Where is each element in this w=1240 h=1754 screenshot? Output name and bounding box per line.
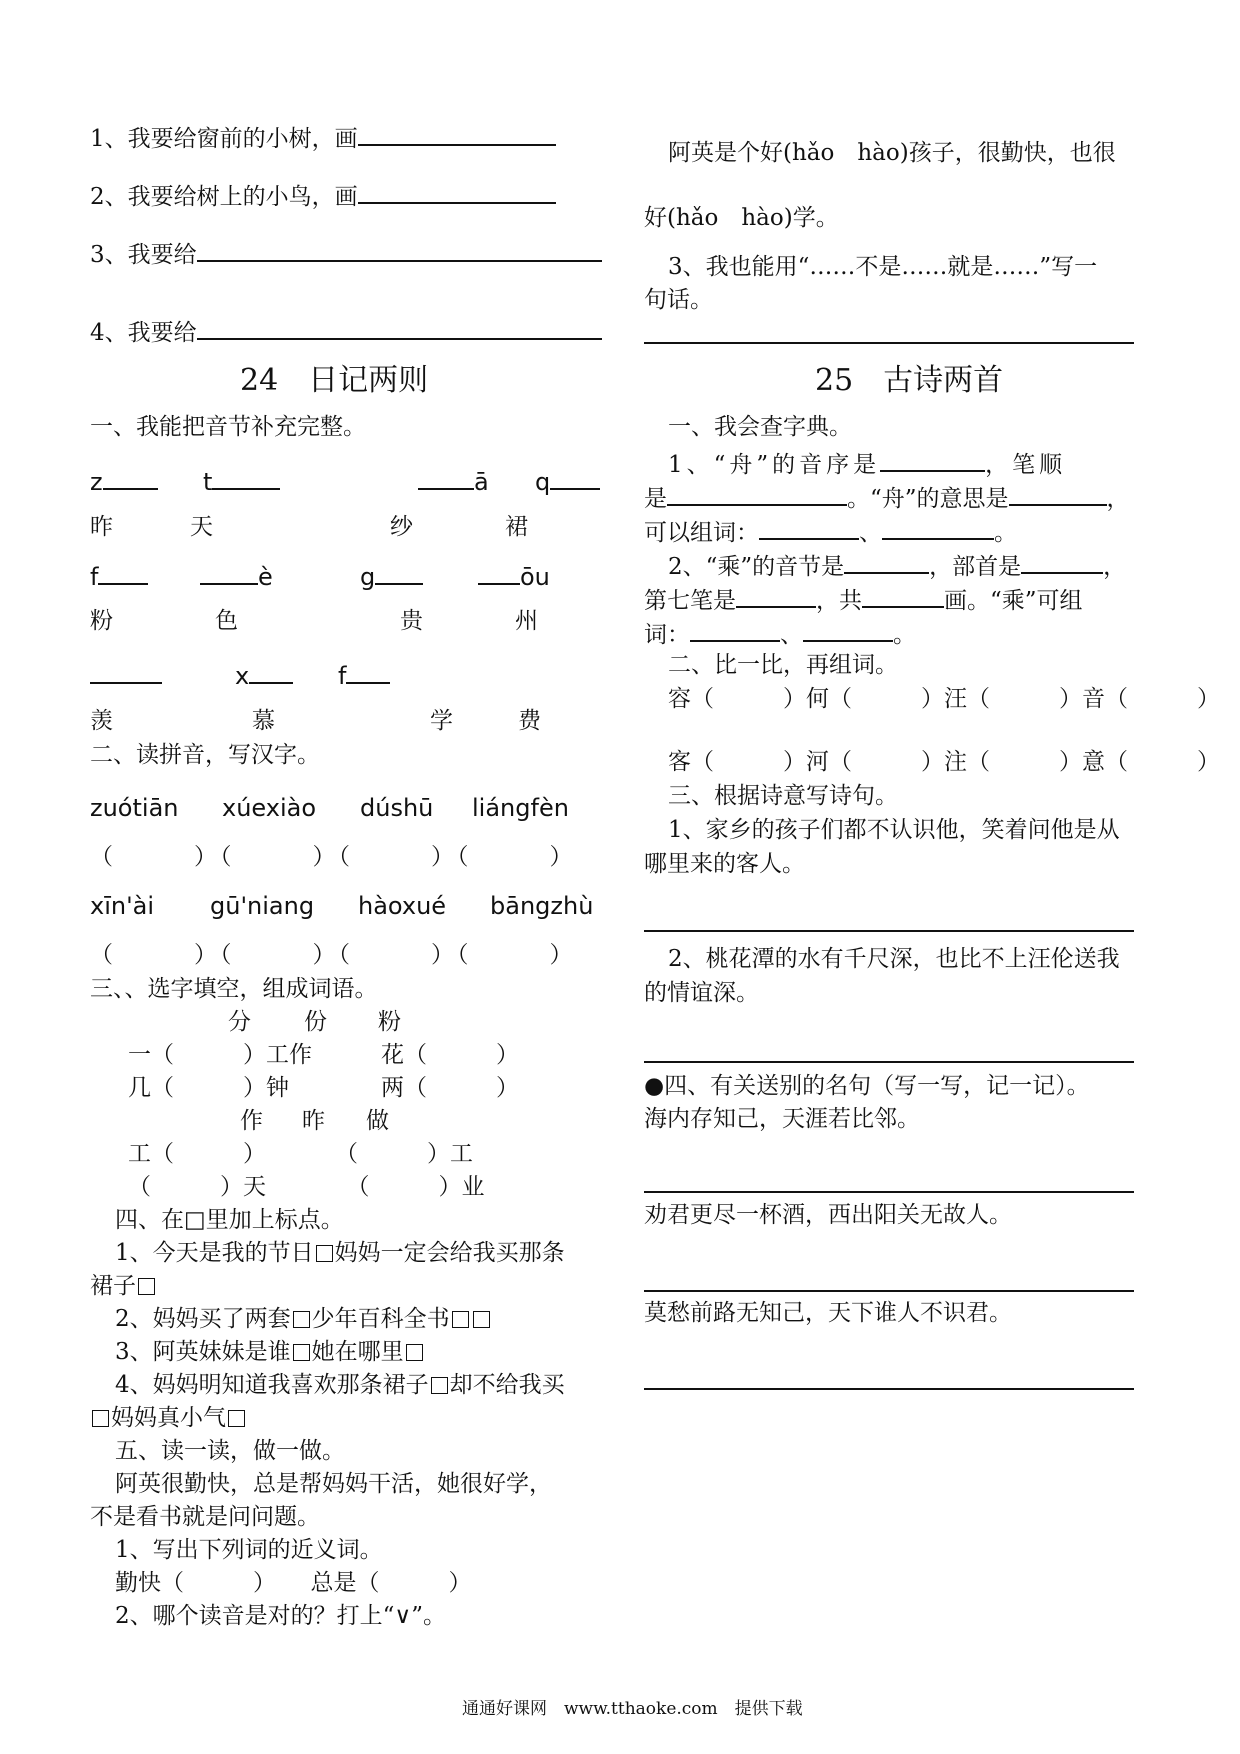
section-1-heading: 一、我能把音节补充完整。 bbox=[90, 414, 366, 440]
punct-box[interactable] bbox=[293, 1344, 310, 1361]
pinyin-blank: f bbox=[338, 662, 390, 688]
dict-line-5: 第七笔是 ，共 画。“乘”可组 bbox=[644, 588, 1083, 614]
punct-item-4: 4、妈妈明知道我喜欢那条裙子 却不给我买 bbox=[115, 1372, 565, 1398]
pinyin-blank: è bbox=[200, 563, 273, 589]
question-3-cont: 句话。 bbox=[644, 287, 713, 313]
punct-box[interactable] bbox=[316, 1245, 333, 1262]
answer-line[interactable] bbox=[644, 1290, 1134, 1292]
punct-item-2: 2、妈妈买了两套 少年百科全书 bbox=[115, 1308, 492, 1331]
lesson-24-title: 24 日记两则 bbox=[240, 363, 429, 398]
dict-line-6: 词： 、 。 bbox=[644, 622, 916, 648]
answer-blank[interactable] bbox=[197, 318, 602, 340]
punct-item-1: 1、今天是我的节日 妈妈一定会给我买那条 bbox=[115, 1240, 565, 1266]
punct-item-1-cont: 裙子 bbox=[90, 1275, 157, 1298]
hanzi: 粉 bbox=[90, 608, 113, 634]
punct-box[interactable] bbox=[293, 1311, 310, 1328]
fill-line[interactable]: （ ）天 （ ）业 bbox=[128, 1174, 485, 1200]
section-2-heading: 二、比一比，再组词。 bbox=[668, 652, 898, 678]
top-item-4 bbox=[90, 318, 602, 345]
reading-passage-cont: 不是看书就是问问题。 bbox=[90, 1504, 320, 1530]
hanzi: 费 bbox=[518, 708, 541, 734]
poem-q1: 1、家乡的孩子们都不认识他，笑着问他是从 bbox=[668, 817, 1120, 843]
punct-box[interactable] bbox=[473, 1311, 490, 1328]
punct-box[interactable] bbox=[406, 1344, 423, 1361]
top-item-3 bbox=[90, 240, 602, 267]
dict-line-1: 1、“舟”的音序是 ，笔顺 bbox=[668, 452, 1067, 478]
item-text: 1、我要给窗前的小树，画 bbox=[90, 126, 358, 152]
choice-char: 粉 bbox=[378, 1009, 401, 1035]
answer-line[interactable] bbox=[644, 342, 1134, 344]
hanzi: 裙 bbox=[505, 514, 528, 540]
choice-char: 份 bbox=[304, 1009, 327, 1035]
fill-line[interactable]: 工（ ） （ ）工 bbox=[128, 1141, 473, 1167]
answer-line[interactable] bbox=[644, 1388, 1134, 1390]
pinyin-blank: x bbox=[235, 662, 293, 688]
question-3: 3、我也能用“……不是……就是……”写一 bbox=[668, 254, 1098, 280]
pinyin-blank: ā bbox=[418, 468, 489, 494]
choice-char: 作 bbox=[240, 1108, 263, 1134]
punct-item-3: 3、阿英妹妹是谁 她在哪里 bbox=[115, 1341, 425, 1364]
answer-blank[interactable] bbox=[358, 124, 556, 146]
section-4-heading: 四、在□里加上标点。 bbox=[115, 1207, 344, 1233]
section-4-heading: ●四、有关送别的名句（写一写，记一记）。 bbox=[644, 1073, 1090, 1099]
compare-line-2[interactable]: 客（ ）河（ ）注（ ）意（ ） bbox=[668, 749, 1220, 775]
section-2-heading: 二、读拼音，写汉字。 bbox=[90, 742, 320, 768]
hanzi: 纱 bbox=[390, 514, 413, 540]
section-3-heading: 三、、选字填空，组成词语。 bbox=[90, 976, 378, 1002]
top-item-2 bbox=[90, 182, 556, 209]
answer-line[interactable] bbox=[644, 1191, 1134, 1193]
pinyin-blank: f bbox=[90, 563, 148, 589]
fill-line[interactable]: 一（ ）工作 花（ ） bbox=[128, 1042, 519, 1068]
pinyin-word: zuótiān bbox=[90, 794, 179, 822]
hanzi: 天 bbox=[190, 514, 213, 540]
pinyin-word: bāngzhù bbox=[490, 892, 594, 920]
section-3-heading: 三、根据诗意写诗句。 bbox=[668, 783, 898, 809]
reading-passage: 阿英很勤快，总是帮妈妈干活，她很好学， bbox=[115, 1471, 552, 1497]
page-footer: 通通好课网 www.tthaoke.com 提供下载 bbox=[462, 1699, 803, 1719]
lesson-25-title: 25 古诗两首 bbox=[815, 363, 1004, 398]
pinyin-blank: g bbox=[360, 563, 423, 589]
farewell-line-1: 海内存知己，天涯若比邻。 bbox=[644, 1106, 920, 1132]
pinyin-blank: t bbox=[203, 468, 280, 494]
answer-line[interactable] bbox=[644, 930, 1134, 932]
punct-box[interactable] bbox=[452, 1311, 469, 1328]
answer-blank[interactable] bbox=[358, 182, 556, 204]
punct-box[interactable] bbox=[431, 1377, 448, 1394]
pinyin-word: xīn'ài bbox=[90, 892, 155, 920]
pinyin-word: dúshū bbox=[360, 794, 434, 822]
pinyin-blank bbox=[90, 662, 162, 688]
answer-parens[interactable]: （ ）（ ）（ ）（ ） bbox=[90, 942, 576, 968]
pinyin-word: hàoxué bbox=[358, 892, 447, 920]
question-1: 1、写出下列词的近义词。 bbox=[115, 1537, 383, 1563]
question-2: 2、哪个读音是对的？打上“∨”。 bbox=[115, 1603, 446, 1629]
section-1-heading: 一、我会查字典。 bbox=[668, 414, 852, 440]
pinyin-word: liángfèn bbox=[472, 794, 569, 822]
answer-line[interactable] bbox=[644, 1061, 1134, 1063]
choice-char: 分 bbox=[228, 1009, 251, 1035]
compare-line-1[interactable]: 容（ ）何（ ）汪（ ）音（ ） bbox=[668, 686, 1220, 712]
poem-q2-cont: 的情谊深。 bbox=[644, 980, 759, 1006]
hanzi: 色 bbox=[215, 608, 238, 634]
answer-blank[interactable] bbox=[197, 240, 602, 262]
choice-char: 做 bbox=[366, 1108, 389, 1134]
pinyin-word: gū'niang bbox=[210, 892, 315, 920]
farewell-line-3: 莫愁前路无知己，天下谁人不识君。 bbox=[644, 1300, 1012, 1326]
pinyin-blank: z bbox=[90, 468, 158, 494]
poem-q2: 2、桃花潭的水有千尺深，也比不上汪伦送我 bbox=[668, 946, 1120, 972]
dict-line-2: 是 。“舟”的意思是 ， bbox=[644, 486, 1130, 512]
item-text: 2、我要给树上的小鸟，画 bbox=[90, 184, 358, 210]
dict-line-4: 2、“乘”的音节是 ，部首是 ， bbox=[668, 554, 1127, 580]
choice-char: 昨 bbox=[302, 1108, 325, 1134]
punct-item-4-cont: 妈妈真小气 bbox=[90, 1407, 247, 1430]
hanzi: 羡 bbox=[90, 708, 113, 734]
farewell-line-2: 劝君更尽一杯酒，西出阳关无故人。 bbox=[644, 1202, 1012, 1228]
pinyin-blank: ōu bbox=[478, 563, 550, 589]
punct-box[interactable] bbox=[228, 1410, 245, 1427]
reading-line: 好(hǎo hào)学。 bbox=[644, 205, 839, 231]
dict-line-3: 可以组词： 、 。 bbox=[644, 520, 1017, 546]
answer-parens[interactable]: （ ）（ ）（ ）（ ） bbox=[90, 844, 576, 870]
reading-line: 阿英是个好(hǎo hào)孩子，很勤快，也很 bbox=[668, 140, 1116, 166]
section-5-heading: 五、读一读，做一做。 bbox=[115, 1438, 345, 1464]
hanzi: 州 bbox=[515, 608, 538, 634]
hanzi: 慕 bbox=[252, 708, 275, 734]
item-text: 4、我要给 bbox=[90, 320, 197, 346]
punct-box[interactable] bbox=[92, 1410, 109, 1427]
synonym-line[interactable]: 勤快（ ） 总是（ ） bbox=[115, 1570, 472, 1596]
fill-line[interactable]: 几（ ）钟 两（ ） bbox=[128, 1075, 519, 1101]
hanzi: 贵 bbox=[400, 608, 423, 634]
pinyin-word: xúexiào bbox=[222, 794, 317, 822]
pinyin-blank: q bbox=[535, 468, 600, 494]
punct-box[interactable] bbox=[138, 1278, 155, 1295]
item-text: 3、我要给 bbox=[90, 242, 197, 268]
top-item-1 bbox=[90, 124, 556, 151]
hanzi: 昨 bbox=[90, 514, 113, 540]
poem-q1-cont: 哪里来的客人。 bbox=[644, 851, 805, 877]
hanzi: 学 bbox=[430, 708, 453, 734]
